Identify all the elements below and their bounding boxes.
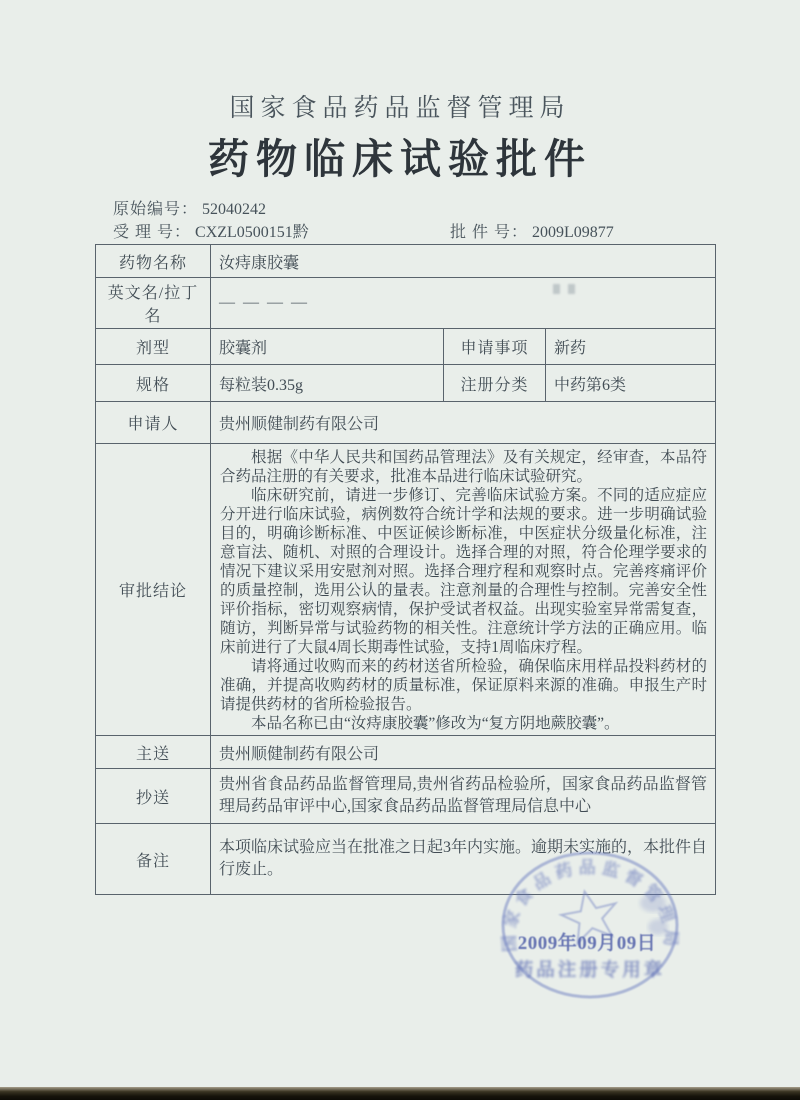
- main-recipient-label: 主送: [96, 736, 211, 769]
- table-row: [96, 329, 716, 365]
- application-item-label: 申请事项: [444, 329, 546, 365]
- original-number-label: 原始编号：: [113, 201, 199, 218]
- table-row: [96, 365, 716, 402]
- drug-name-value: 汝痔康胶囊: [211, 245, 716, 278]
- table-row: [96, 444, 716, 736]
- official-seal: [490, 845, 690, 1015]
- cc-label: 抄送: [96, 769, 211, 824]
- conclusion-label: 审批结论: [96, 444, 211, 736]
- applicant-value: 贵州顺健制药有限公司: [211, 402, 716, 444]
- conclusion-paragraph: 请将通过收购而来的药材送省所检验，确保临床用样品投料药材的准确，并提高收购药材的质量标准，保证原料来源的准确。申报生产时请提供药材的省所检验报告。: [220, 658, 708, 713]
- table-row: [96, 769, 716, 824]
- seal-date: 2009年09月09日: [517, 933, 657, 954]
- seal-smudge: [640, 894, 666, 912]
- main-recipient-value: 贵州顺健制药有限公司: [211, 736, 716, 769]
- dosage-form-value: 胶囊剂: [211, 329, 444, 365]
- table-row: [96, 402, 716, 444]
- table-row: [96, 278, 716, 329]
- table-row: [96, 245, 716, 278]
- seal-bottom-text: 药品注册专用章: [514, 961, 666, 981]
- conclusion-text: [211, 444, 716, 736]
- approval-number-value: 2009L09877: [532, 224, 614, 241]
- document-title: 药物临床试验批件: [208, 136, 592, 182]
- original-number-row: [113, 198, 723, 221]
- reg-class-label: 注册分类: [444, 365, 546, 402]
- applicant-label: 申请人: [96, 402, 211, 444]
- cc-value: [211, 769, 716, 824]
- approval-number-label: 批 件 号：: [450, 224, 529, 241]
- spec-value: 每粒装0.35g: [211, 365, 444, 402]
- reg-class-value: 中药第6类: [546, 365, 716, 402]
- cc-text: 贵州省食品药品监督管理局,贵州省药品检验所，国家食品药品监督管理局药品审评中心,国家食品药品监督管理局信息中心: [219, 776, 708, 815]
- remarks-text: 本项临床试验应当在批准之日起3年内实施。逾期未实施的，本批件自行废止。: [219, 839, 708, 878]
- approval-table: [95, 244, 716, 895]
- conclusion-paragraph: 临床研究前，请进一步修订、完善临床试验方案。不同的适应症应分开进行临床试验，病例数符合统计学和法规的要求。进一步明确试验目的，明确诊断标准、中医证候诊断标准，中医症状分级量化标准，注意盲法、随机、对照的合理设计。选择合理的对照，符合伦理学要求的情况下建议采用安慰剂对照。选择合理疗程和观察时点。完善疼痛评价的质量控制，选用公认的量表。注意剂量的合理性与控制。完善安全性评价指标，密切观察病情，保护受试者权益。出现实验室异常需复查，随访，判断异常与试验药物的相关性。注意统计学方法的正确应用。临床前进行了大鼠4周长期毒性试验，支持1周临床疗程。: [220, 487, 708, 656]
- acceptance-number-value: CXZL0500151黔: [195, 224, 309, 241]
- document-numbers: [113, 198, 723, 244]
- conclusion-paragraph: 本品名称已由“汝痔康胶囊”修改为“复方阴地蕨胶囊”。: [251, 715, 620, 732]
- seal-arc-text: 国家食品药品监督管理局: [499, 858, 681, 953]
- dosage-form-label: 剂型: [96, 329, 211, 365]
- acceptance-number-row: [113, 221, 723, 244]
- approval-number-row: [450, 221, 614, 244]
- remarks-label: 备注: [96, 824, 211, 895]
- agency-name: 国家食品药品监督管理局: [229, 95, 571, 122]
- application-item-value: 新药: [546, 329, 716, 365]
- english-name-label: 英文名/拉丁名: [96, 278, 211, 329]
- table-row: [96, 736, 716, 769]
- acceptance-number-label: 受 理 号：: [113, 224, 192, 241]
- spec-label: 规格: [96, 365, 211, 402]
- scanner-edge-band: [0, 1087, 800, 1100]
- drug-name-label: 药物名称: [96, 245, 211, 278]
- original-number-value: 52040242: [202, 201, 267, 218]
- conclusion-paragraph: 根据《中华人民共和国药品管理法》及有关规定，经审查，本品符合药品注册的有关要求，批准本品进行临床试验研究。: [220, 449, 708, 485]
- english-name-value: — — — —: [211, 278, 716, 329]
